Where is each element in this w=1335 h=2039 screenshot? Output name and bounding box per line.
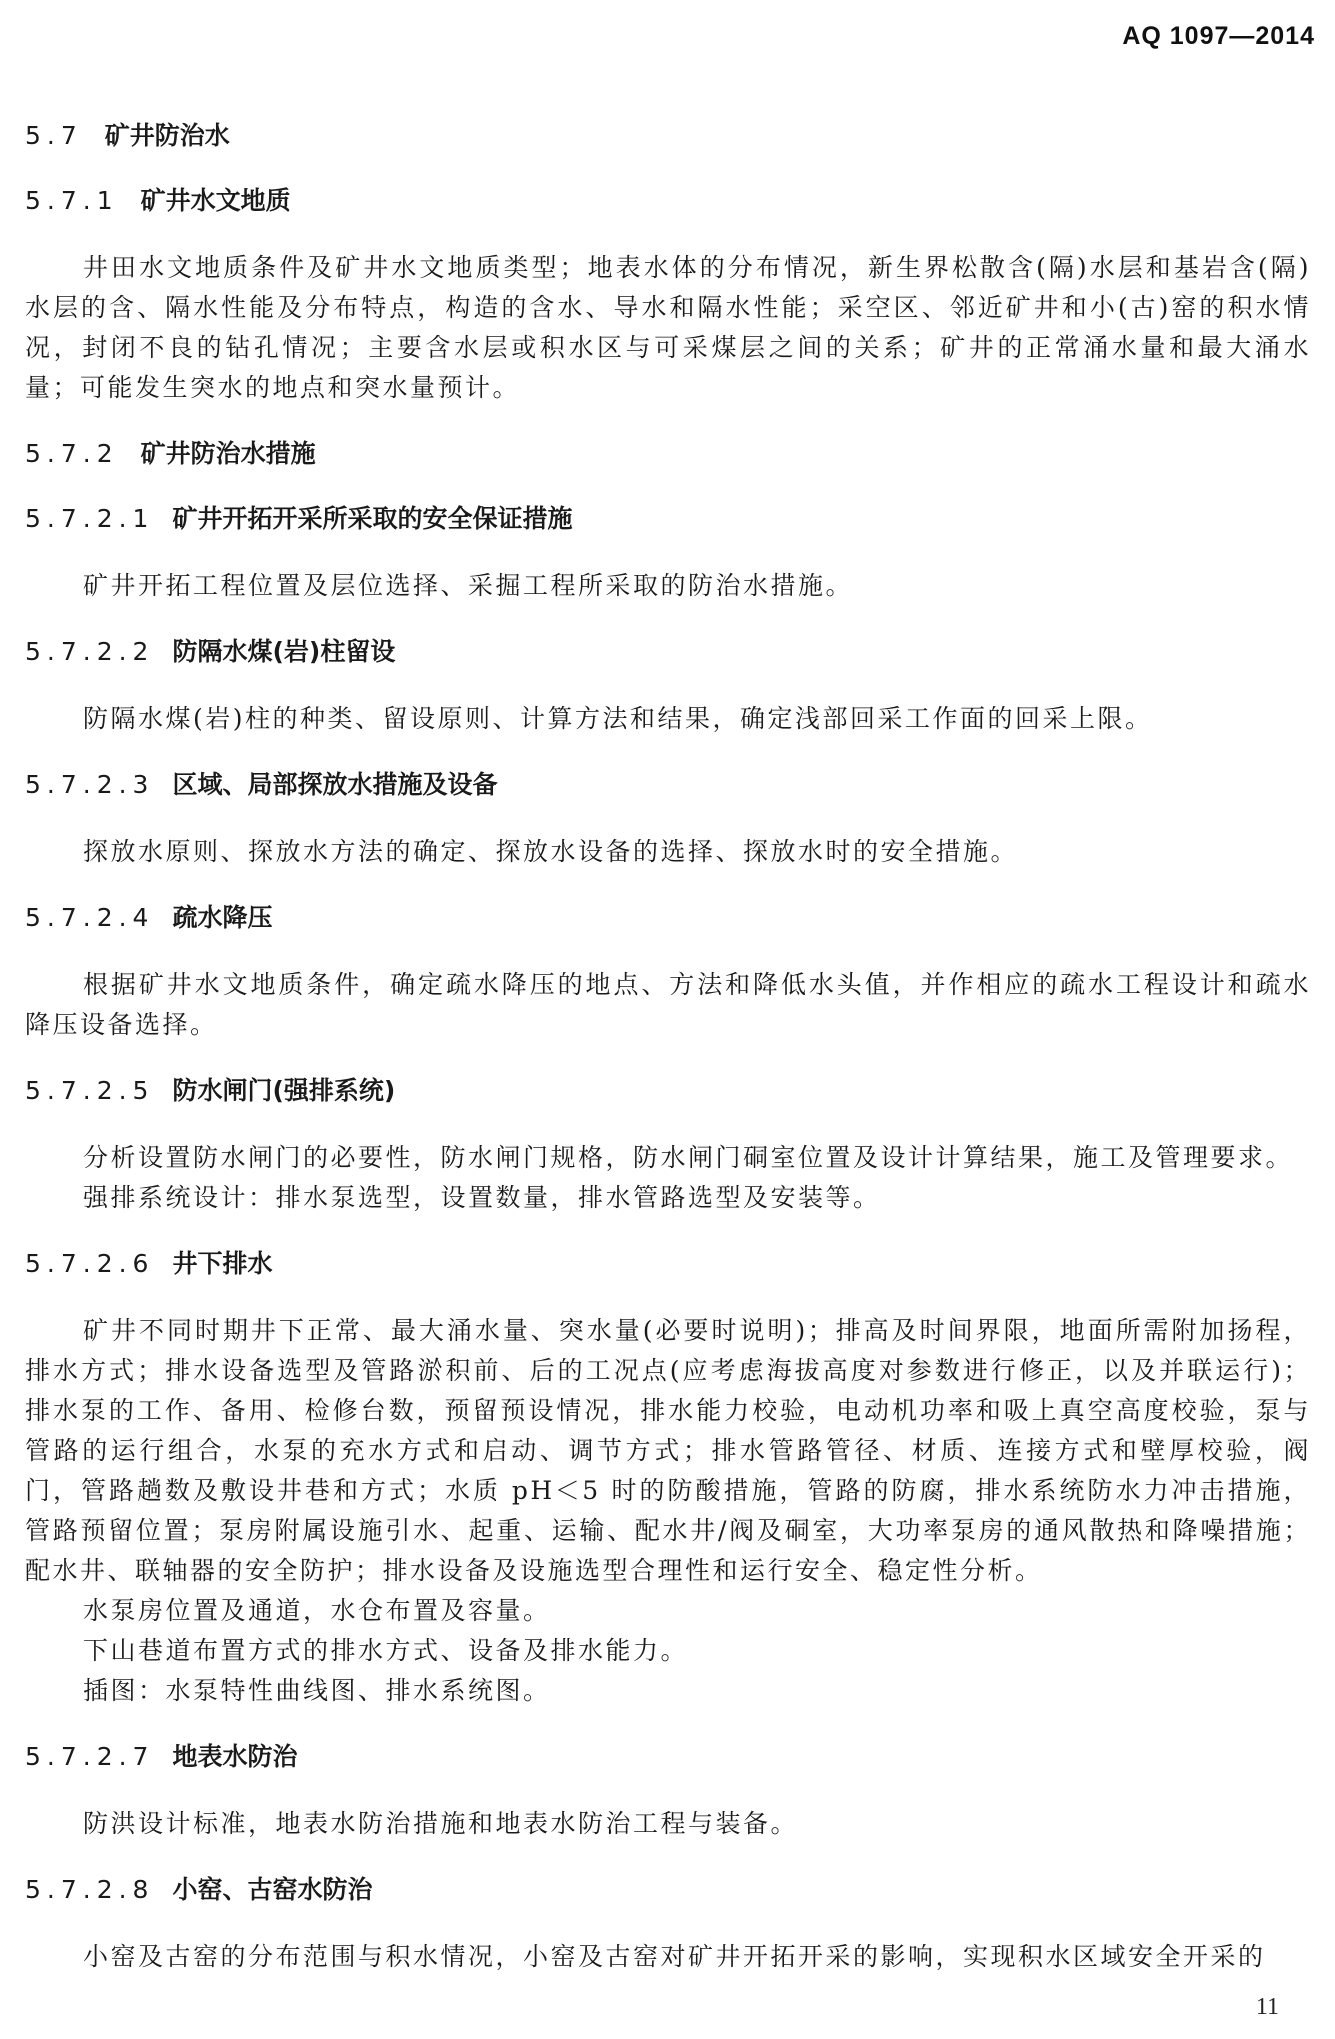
section-title: 矿井水文地质 bbox=[140, 186, 291, 215]
body-paragraph: 水泵房位置及通道，水仓布置及容量。 bbox=[83, 1596, 551, 1625]
section-title: 地表水防治 bbox=[172, 1742, 298, 1771]
section-heading bbox=[25, 1739, 1311, 1775]
section-number: 5.7 bbox=[25, 121, 83, 150]
section-heading bbox=[25, 1073, 1311, 1109]
section-number: 5.7.2.8 bbox=[25, 1875, 155, 1904]
body-paragraph: 根据矿井水文地质条件，确定疏水降压的地点、方法和降低水头值，并作相应的疏水工程设计和疏水降压设备选择。 bbox=[25, 970, 1311, 1039]
body-paragraph: 强排系统设计：排水泵选型，设置数量，排水管路选型及安装等。 bbox=[83, 1183, 881, 1212]
section-heading bbox=[25, 183, 1311, 219]
section-number: 5.7.2.4 bbox=[25, 903, 155, 932]
section-heading bbox=[25, 501, 1311, 537]
page-number: 11 bbox=[1255, 1994, 1279, 2020]
section-title: 防水闸门(强排系统) bbox=[172, 1076, 396, 1105]
document-body bbox=[25, 118, 1311, 2005]
section-heading bbox=[25, 634, 1311, 670]
section-heading bbox=[25, 1872, 1311, 1908]
section-number: 5.7.2 bbox=[25, 439, 119, 468]
section-heading bbox=[25, 436, 1311, 472]
body-paragraph: 矿井开拓工程位置及层位选择、采掘工程所采取的防治水措施。 bbox=[83, 571, 854, 600]
section-number: 5.7.2.3 bbox=[25, 770, 155, 799]
body-paragraph: 防洪设计标准，地表水防治措施和地表水防治工程与装备。 bbox=[83, 1809, 799, 1838]
section-heading bbox=[25, 900, 1311, 936]
body-paragraph: 分析设置防水闸门的必要性，防水闸门规格，防水闸门硐室位置及设计计算结果，施工及管理要求。 bbox=[83, 1143, 1294, 1172]
body-paragraph: 矿井不同时期井下正常、最大涌水量、突水量(必要时说明)；排高及时间界限，地面所需附加扬程，排水方式；排水设备选型及管路淤积前、后的工况点(应考虑海拔高度对参数进行修正，以及并联运行)；排水泵的工作、备用、检修台数，预留预设情况，排水能力校验，电动机功率和吸上真空高度校验，泵与管路的运行组合，水泵的充水方式和启动、调节方式；排水管路管径、材质、连接方式和壁厚校验，阀门，管路趟数及敷设井巷和方式；水质 pH＜5 时的防酸措施，管路的防腐，排水系统防水力冲击措施，管路预留位置；泵房附属设施引水、起重、运输、配水井/阀及硐室，大功率泵房的通风散热和降噪措施；配水井、联轴器的安全防护；排水设备及设施选型合理性和运行安全、稳定性分析。 bbox=[25, 1316, 1311, 1585]
body-paragraph: 小窑及古窑的分布范围与积水情况，小窑及古窑对矿井开拓开采的影响，实现积水区域安全开采的 bbox=[83, 1942, 1266, 1971]
section-heading bbox=[25, 767, 1311, 803]
body-paragraph: 防隔水煤(岩)柱的种类、留设原则、计算方法和结果，确定浅部回采工作面的回采上限。 bbox=[83, 704, 1153, 733]
section-number: 5.7.2.5 bbox=[25, 1076, 155, 1105]
standard-code-header: AQ 1097—2014 bbox=[1122, 22, 1315, 50]
section-title: 小窑、古窑水防治 bbox=[172, 1875, 373, 1904]
section-number: 5.7.2.1 bbox=[25, 504, 155, 533]
section-heading bbox=[25, 118, 1311, 154]
section-title: 矿井防治水措施 bbox=[140, 439, 316, 468]
section-title: 疏水降压 bbox=[172, 903, 273, 932]
section-title: 矿井开拓开采所采取的安全保证措施 bbox=[172, 504, 573, 533]
section-heading bbox=[25, 1246, 1311, 1282]
section-number: 5.7.2.6 bbox=[25, 1249, 155, 1278]
section-number: 5.7.1 bbox=[25, 186, 119, 215]
body-paragraph: 探放水原则、探放水方法的确定、探放水设备的选择、探放水时的安全措施。 bbox=[83, 837, 1019, 866]
section-title: 防隔水煤(岩)柱留设 bbox=[172, 637, 396, 666]
section-number: 5.7.2.7 bbox=[25, 1742, 155, 1771]
body-paragraph: 井田水文地质条件及矿井水文地质类型；地表水体的分布情况，新生界松散含(隔)水层和基岩含(隔)水层的含、隔水性能及分布特点，构造的含水、导水和隔水性能；采空区、邻近矿井和小(古)窑的积水情况，封闭不良的钻孔情况；主要含水层或积水区与可采煤层之间的关系；矿井的正常涌水量和最大涌水量；可能发生突水的地点和突水量预计。 bbox=[25, 253, 1311, 402]
section-number: 5.7.2.2 bbox=[25, 637, 155, 666]
section-title: 矿井防治水 bbox=[104, 121, 230, 150]
body-paragraph: 插图：水泵特性曲线图、排水系统图。 bbox=[83, 1676, 551, 1705]
body-paragraph: 下山巷道布置方式的排水方式、设备及排水能力。 bbox=[83, 1636, 689, 1665]
section-title: 井下排水 bbox=[172, 1249, 273, 1278]
section-title: 区域、局部探放水措施及设备 bbox=[172, 770, 498, 799]
